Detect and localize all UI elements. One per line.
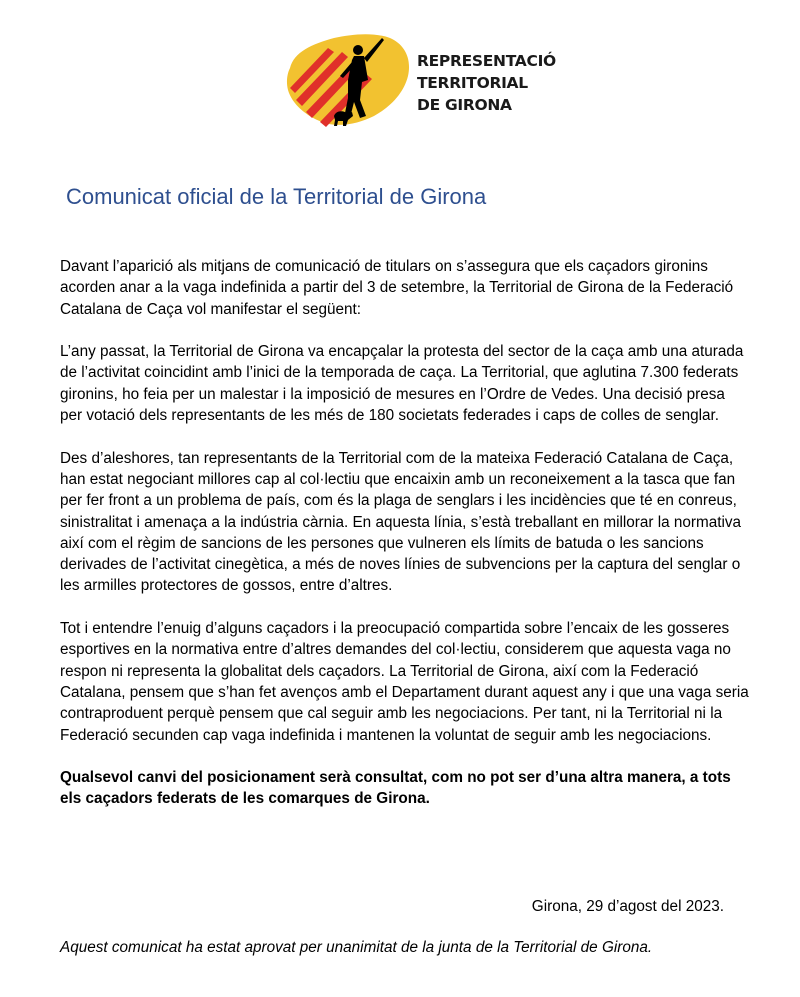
catalonia-hunter-logo-icon: [282, 30, 417, 130]
approval-footnote: Aquest comunicat ha estat aprovat per unanimitat de la junta de la Territorial de Girona.: [60, 939, 653, 956]
document-date: Girona, 29 d’agost del 2023.: [531, 898, 724, 915]
paragraph-2: L’any passat, la Territorial de Girona va encapçalar la protesta del sector de la caça amb una aturada de l’activitat coincidint amb l’inici de la temporada de caça. La Territorial, que aglutina 7.300 federats gironins, ho feia per un malestar i la imposició de mesures en l’Ordre de Vedes. Una decisió presa per votació dels representants de les més de 180 societats federades i caps de colles de senglar.: [60, 343, 744, 425]
paragraph-1: Davant l’aparició als mitjans de comunicació de titulars on s’assegura que els caçadors gironins acorden anar a la vaga indefinida a partir del 3 de setembre, la Territorial de Girona de la Federació Catalana de Caça vol manifestar el següent:: [60, 258, 734, 318]
paragraph-3: Des d’aleshores, tan representants de la Territorial com de la mateixa Federació Catalana de Caça, han estat negociant millores cap al col·lectiu que encaixin amb un reconeixement a la tasca que fan per fer front a un problema de país, com és la plaga de senglars i les incidències que té en conreus, sinistralitat i amenaça a la indústria càrnia. En aquesta línia, s’està treballant en millorar la normativa així com el règim de sancions de les persones que vulneren els límits de batuda o les sancions derivades de l’activitat cinegètica, a més de noves línies de subvencions per la captura del senglar o les armilles protectores de gossos, entre d’altres.: [60, 449, 742, 595]
document-body: [60, 256, 750, 831]
bold-statement: Qualsevol canvi del posicionament serà consultat, com no pot ser d’una altra manera, a tots els caçadors federats de les comarques de Girona.: [60, 769, 731, 808]
paragraph-4: Tot i entendre l’enuig d’alguns caçadors i la preocupació compartida sobre l’encaix de les gosseres esportives en la normativa entre d’altres demandes del col·lectiu, considerem que aquesta vaga no respon ni representa la globalitat dels caçadors. La Territorial de Girona, així com la Federació Catalana, pensem que s’han fet avenços amb el Departament durant aquest any i que una vaga seria contraproduent perquè pensem que cal seguir amb les negociacions. Per tant, ni la Territorial ni la Federació secunden cap vaga indefinida i mantenen la voluntat de seguir amb les negociacions.: [60, 620, 749, 744]
logo-line-1: REPRESENTACIÓ: [417, 52, 556, 70]
logo-text: [417, 50, 556, 116]
logo-line-3: DE GIRONA: [417, 96, 512, 114]
logo-line-2: TERRITORIAL: [417, 74, 528, 92]
page-title: Comunicat oficial de la Territorial de Girona: [66, 184, 487, 209]
logo: [282, 30, 556, 130]
